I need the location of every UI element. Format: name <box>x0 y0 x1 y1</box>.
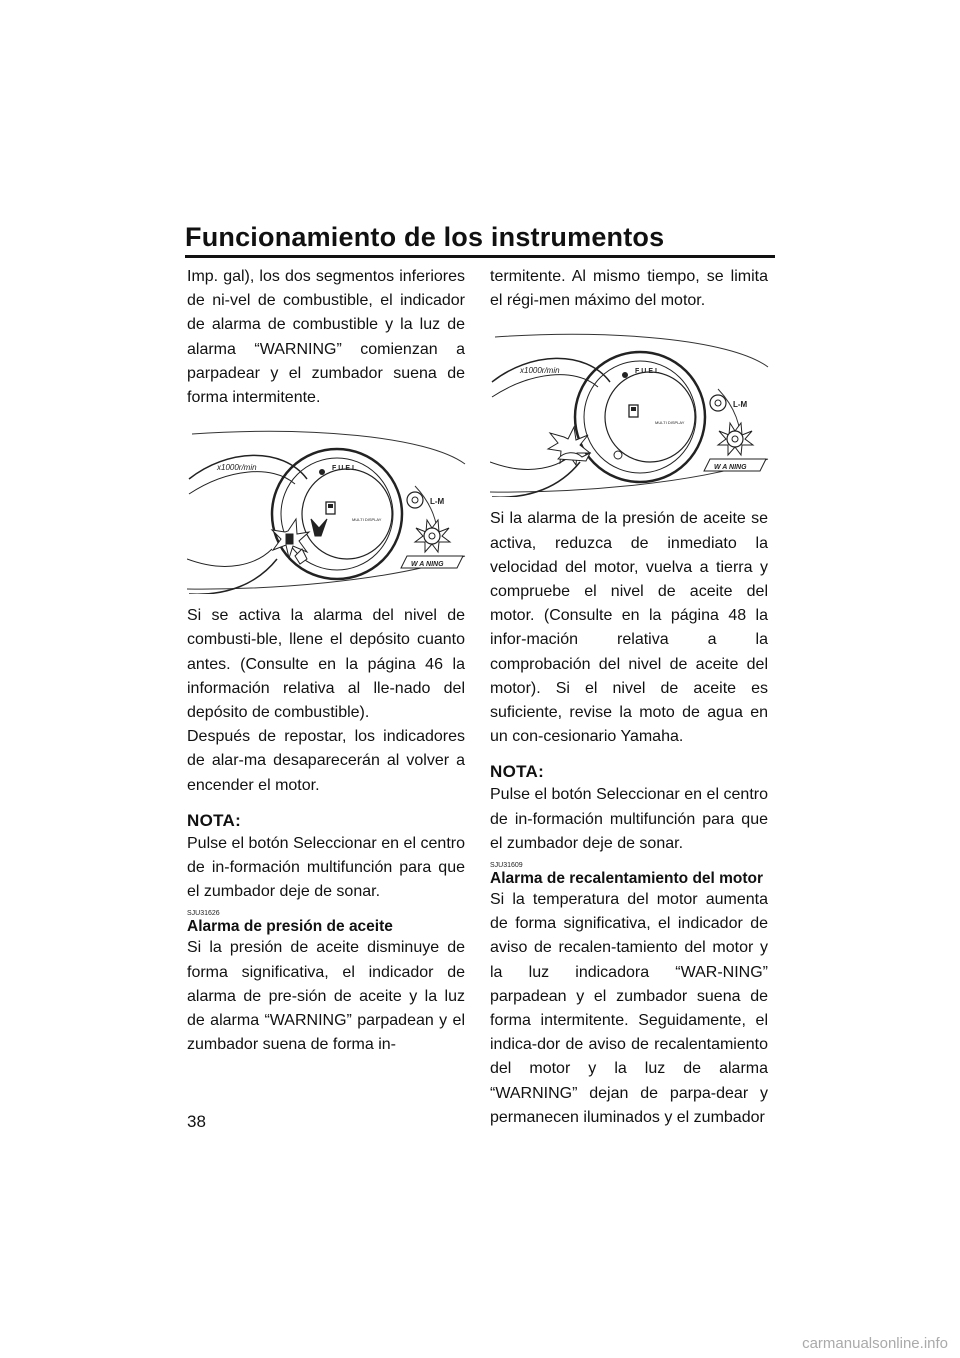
instrument-panel-illustration <box>490 327 770 497</box>
refuel-paragraph: Si se activa la alarma del nivel de combusti-ble, llene el depósito cuanto antes. (Consulte en la página 46 la información relativa al lle-nado del depósito de combustible). <box>187 607 465 722</box>
note-text: Pulse el botón Seleccionar en el centro de in-formación multifunción para que el zumbador deje de sonar. <box>490 786 768 852</box>
fuel-warning-figure <box>187 424 465 594</box>
multi-display-label: MULTI DISPLAY <box>655 420 685 426</box>
tach-label: x1000r/min <box>520 366 560 376</box>
page-title: Funcionamiento de los instrumentos <box>185 222 665 252</box>
section-code: SJU31609 <box>490 862 523 870</box>
oil-pressure-heading: Alarma de presión de aceite <box>187 918 393 936</box>
after-refuel-paragraph: Después de repostar, los indicadores de alar-ma desaparecerán al volver a encender el motor. <box>187 728 465 794</box>
left-column <box>187 265 465 1057</box>
right-column <box>490 265 768 1130</box>
note-heading: NOTA: <box>187 810 242 830</box>
title-rule <box>185 255 775 258</box>
watermark: carmanualsonline.info <box>802 1335 948 1352</box>
fuel-label: FUEL <box>332 465 359 473</box>
fuel-label: FUEL <box>635 368 662 376</box>
overheat-heading: Alarma de recalentamiento del motor <box>490 870 764 888</box>
oil-pressure-paragraph: Si la presión de aceite disminuye de forma significativa, el indicador de alarma de pre-sión de aceite y la luz de alarma “WARNING” parpadean y el zumbador suena de forma in- <box>187 939 465 1054</box>
lm-label: L-M <box>733 400 748 410</box>
tach-label: x1000r/min <box>217 463 257 473</box>
note-text: Pulse el botón Seleccionar en el centro de in-formación multifunción para que el zumbador deje de sonar. <box>187 834 465 901</box>
oil-alarm-paragraph: Si la alarma de la presión de aceite se activa, reduzca de inmediato la velocidad del motor, vuelva a tierra y compruebe el nivel de aceite del motor. (Consulte en la página 48 la infor-mación relativa a la comprobación del nivel de aceite del motor). Si el nivel de aceite es suficiente, revise la moto de agua en un con-cesionario Yamaha. <box>490 510 768 746</box>
overheat-paragraph: Si la temperatura del motor aumenta de forma significativa, el indicador de aviso de recalen-tamiento del motor y la luz indicadora “WAR-NING” parpadean y el zumbador suena de forma intermitente. Seguidamente, el indica-dor de aviso de recalentamiento del motor y la luz de alarma “WARNING” dejan de parpa-dear y permanecen iluminados y el zumbador <box>490 891 768 1126</box>
rpm-limit-paragraph: termitente. Al mismo tiempo, se limita el régi-men máximo del motor. <box>490 268 768 310</box>
warning-label: W A NING <box>411 561 444 569</box>
instrument-panel-illustration <box>187 424 467 594</box>
section-code: SJU31626 <box>187 910 220 918</box>
note-heading: NOTA: <box>490 762 545 782</box>
warning-label: W A NING <box>714 464 747 472</box>
page-number: 38 <box>187 1112 206 1131</box>
multi-display-label: MULTI DISPLAY <box>352 517 382 523</box>
lm-label: L-M <box>430 497 445 507</box>
oil-pressure-figure <box>490 327 768 497</box>
intro-paragraph: Imp. gal), los dos segmentos inferiores de ni-vel de combustible, el indicador de alarma de combustible y la luz de alarma “WARNING” comienzan a parpadear y el zumbador suena de forma intermitente. <box>187 268 465 407</box>
